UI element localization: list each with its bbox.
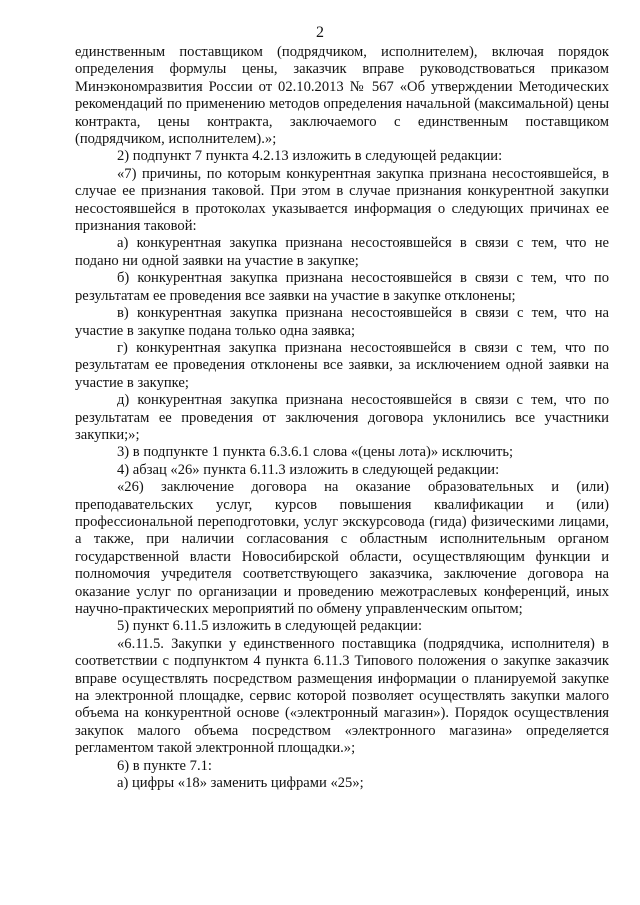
paragraph-sub-v: в) конкурентная закупка признана несостоявшейся в связи с тем, что на участие в закупке подана только одна заявка; [75, 305, 609, 339]
paragraph-item-2: 2) подпункт 7 пункта 4.2.13 изложить в следующей редакции: [117, 148, 503, 165]
paragraph-sub-d: д) конкурентная закупка признана несостоявшейся в связи с тем, что по результатам ее проведения от заключения договора уклонились все участники закупки;»; [75, 392, 609, 443]
page-number: 2 [316, 24, 324, 41]
paragraph-sub-a: а) конкурентная закупка признана несостоявшейся в связи с тем, что не подано ни одной заявки на участие в закупке; [75, 235, 609, 269]
document-body [75, 44, 609, 792]
paragraph-item-4: 4) абзац «26» пункта 6.11.3 изложить в следующей редакции: [117, 461, 500, 478]
paragraph-item-6: 6) в пункте 7.1: [117, 757, 212, 774]
paragraph-sub-b: б) конкурентная закупка признана несостоявшейся в связи с тем, что по результатам ее проведения все заявки на участие в закупке отклонены; [75, 270, 609, 304]
paragraph-sub-g: г) конкурентная закупка признана несостоявшейся в связи с тем, что по результатам ее проведения отклонены все заявки, за исключением одной заявки на участие в закупке; [75, 339, 609, 391]
paragraph-quote-26: «26) заключение договора на оказание образовательных и (или) преподавательских услуг, курсов повышения квалификации и (или) профессиональной переподготовки, услуг экскурсовода (гида) физическими лицами, а также, при наличии согласования с областным исполнительным органом государственной власти Новосибирской области, осуществляющим функции и полномочия учредителя соответствующего заказчика, заключение договора на оказание услуг по организации и проведению межотраслевых конференций, иных научно-практических мероприятий по обмену управленческим опытом; [75, 479, 609, 617]
paragraph-item-5: 5) пункт 6.11.5 изложить в следующей редакции: [117, 618, 423, 635]
paragraph-sub-a-7-1: а) цифры «18» заменить цифрами «25»; [117, 775, 364, 792]
paragraph-continuation: единственным поставщиком (подрядчиком, исполнителем), включая порядок определения формулы цены, заказчик вправе руководствоваться приказом Минэкономразвития России от 02.10.2013 № 567 «Об утверждении Методических рекомендаций по применению методов определения начальной (максимальной) цены контракта, цены контракта, заключаемого с единственным поставщиком (подрядчиком, исполнителем).»; [75, 44, 609, 148]
paragraph-quote-6-11-5: «6.11.5. Закупки у единственного поставщика (подрядчика, исполнителя) в соответствии с подпунктом 4 пункта 6.11.3 Типового положения о закупке заказчик вправе осуществлять посредством размещения информации о планируемой закупке на электронной площадке, сервис которой позволяет осуществлять закупки малого объема на конкурентной основе («электронный магазин»). Порядок осуществления закупок малого объема посредством «электронного магазина» определяется регламентом такой электронной площадки.»; [75, 635, 609, 757]
paragraph-quote-7: «7) причины, по которым конкурентная закупка признана несостоявшейся, в случае ее признания таковой. При этом в случае признания конкурентной закупки несостоявшейся в протоколах указывается информация о следующих причинах ее признания таковой: [75, 165, 609, 235]
paragraph-item-3: 3) в подпункте 1 пункта 6.3.6.1 слова «(цены лота)» исключить; [117, 444, 514, 461]
